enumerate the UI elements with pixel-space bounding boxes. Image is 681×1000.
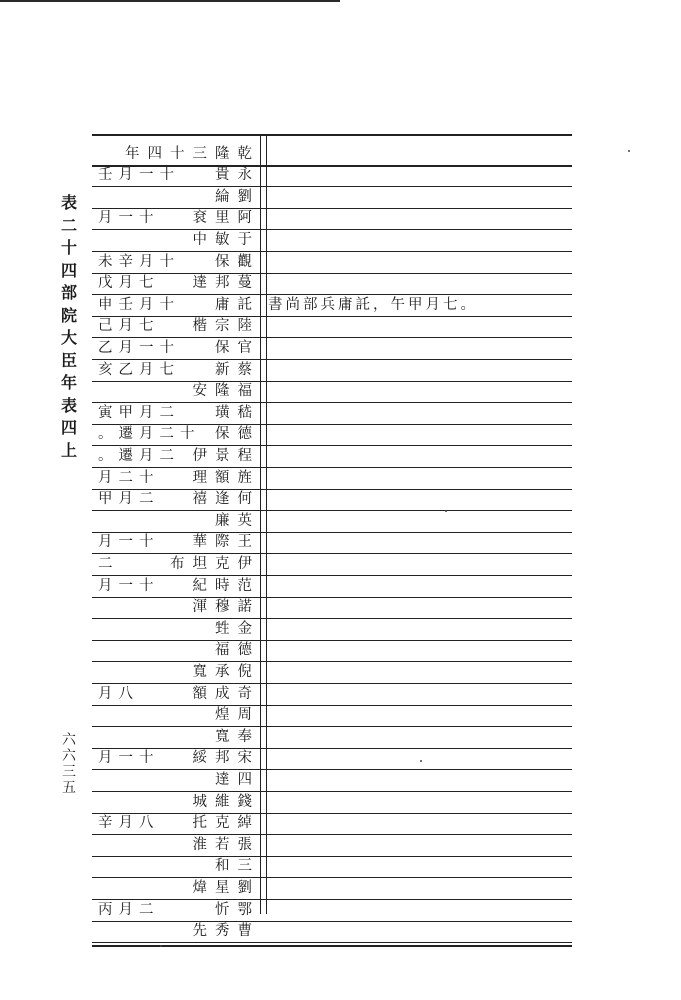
appointment-date: 寅甲月二 — [98, 404, 180, 421]
official-name: 福德 — [215, 642, 260, 659]
appointment-date: 月二十 — [98, 469, 160, 486]
official-name: 廉英 — [215, 512, 260, 529]
table-row — [92, 226, 572, 250]
appointment-date: 辛月八 — [98, 815, 160, 832]
official-name: 保官 — [215, 339, 260, 356]
table-row — [92, 270, 572, 294]
table-row — [92, 918, 572, 942]
row-note: 書尚部兵庸託，午甲月七。 — [268, 296, 478, 313]
official-name: 寬奉 — [215, 728, 260, 745]
official-name: 璜嵇 — [215, 404, 260, 421]
official-name: 渾穆諾 — [192, 599, 260, 616]
appointment-date: 月一十 — [98, 534, 160, 551]
official-name: 煒星劉 — [192, 879, 260, 896]
table-row — [92, 572, 572, 596]
speck — [420, 760, 422, 762]
official-name: 庸託 — [215, 296, 260, 313]
table-row — [92, 896, 572, 920]
row-rule — [92, 945, 572, 947]
appointment-date: 。遷月二十 — [98, 426, 201, 443]
table-row — [92, 831, 572, 855]
table-row — [92, 291, 572, 315]
table-row — [92, 788, 572, 812]
appointment-date: 月一十 — [98, 210, 160, 227]
top-rule — [0, 0, 340, 2]
appointment-date: 甲月二 — [98, 491, 160, 508]
official-name: 忻鄂 — [215, 901, 260, 918]
official-name: 貴永 — [215, 167, 260, 184]
page-number: 六六三五 — [62, 732, 76, 796]
table-row — [92, 810, 572, 834]
table-row — [92, 334, 572, 358]
official-name: 伊景程 — [192, 447, 260, 464]
appointment-date: 申壬月十 — [98, 296, 180, 313]
table-row — [92, 399, 572, 423]
table-row — [92, 637, 572, 661]
appointment-date: 乙月一十 — [98, 339, 180, 356]
official-name: 綏邦宋 — [192, 750, 260, 767]
table-row — [92, 723, 572, 747]
appointment-date: 未辛月十 — [98, 253, 180, 270]
table-row — [92, 766, 572, 790]
table-row — [92, 421, 572, 445]
official-name: 紀時范 — [192, 577, 260, 594]
table-row — [92, 658, 572, 682]
official-name: 袞里阿 — [192, 210, 260, 227]
speck — [160, 945, 162, 947]
official-name: 寬承倪 — [192, 663, 260, 680]
table-row — [92, 550, 572, 574]
appointment-date: 亥乙月七 — [98, 361, 180, 378]
table-row — [92, 853, 572, 877]
official-name: 托克綽 — [192, 815, 260, 832]
speck — [628, 150, 630, 152]
official-name: 先秀曹 — [192, 923, 260, 940]
official-name: 保德 — [215, 426, 260, 443]
table-row — [92, 356, 572, 380]
official-name: 禧逢何 — [192, 491, 260, 508]
table-row — [92, 529, 572, 553]
header-row — [92, 140, 572, 164]
margin-title: 表二十四 部院大臣年表四上 — [60, 193, 77, 460]
official-name: 城維錢 — [192, 793, 260, 810]
table-row — [92, 183, 572, 207]
table-row — [92, 702, 572, 726]
table-row — [92, 442, 572, 466]
register-table — [92, 134, 572, 940]
table-row — [92, 486, 572, 510]
table-row — [92, 248, 572, 272]
official-name: 額成奇 — [192, 685, 260, 702]
official-name: 布坦克伊 — [170, 555, 260, 572]
official-name: 淮若張 — [192, 836, 260, 853]
table-row — [92, 745, 572, 769]
official-name: 安隆福 — [192, 383, 260, 400]
row-rule — [92, 942, 572, 943]
table-row — [92, 615, 572, 639]
table-row — [92, 464, 572, 488]
official-name: 達四 — [215, 771, 260, 788]
appointment-date: 月八 — [98, 685, 139, 702]
table-row — [92, 507, 572, 531]
official-name: 和三 — [215, 858, 260, 875]
official-name: 綸劉 — [215, 188, 260, 205]
table-row — [92, 313, 572, 337]
appointment-date: 。遷月二 — [98, 447, 180, 464]
appointment-date: 戊月七 — [98, 275, 160, 292]
appointment-date: 月一十 — [98, 750, 160, 767]
official-name: 楷宗陸 — [192, 318, 260, 335]
appointment-date: 丙月二 — [98, 901, 160, 918]
official-name: 煌周 — [215, 707, 260, 724]
table-row — [92, 162, 572, 186]
table-row — [92, 205, 572, 229]
table-row — [92, 874, 572, 898]
table-row — [92, 680, 572, 704]
official-name: 保觀 — [215, 253, 260, 270]
speck — [445, 510, 447, 512]
official-name: 新蔡 — [215, 361, 260, 378]
table-row — [92, 594, 572, 618]
appointment-date: 月一十 — [98, 577, 160, 594]
official-name: 甡金 — [215, 620, 260, 637]
reign-year: 年四十三隆乾 — [125, 145, 260, 162]
appointment-date: 壬月一十 — [98, 167, 180, 184]
appointment-date: 二 — [98, 555, 119, 572]
official-name: 達邦蔓 — [192, 275, 260, 292]
table-row — [92, 378, 572, 402]
official-name: 理額旌 — [192, 469, 260, 486]
official-name: 中敏于 — [192, 231, 260, 248]
official-name: 華際王 — [192, 534, 260, 551]
appointment-date: 己月七 — [98, 318, 160, 335]
row-rule — [92, 134, 572, 136]
